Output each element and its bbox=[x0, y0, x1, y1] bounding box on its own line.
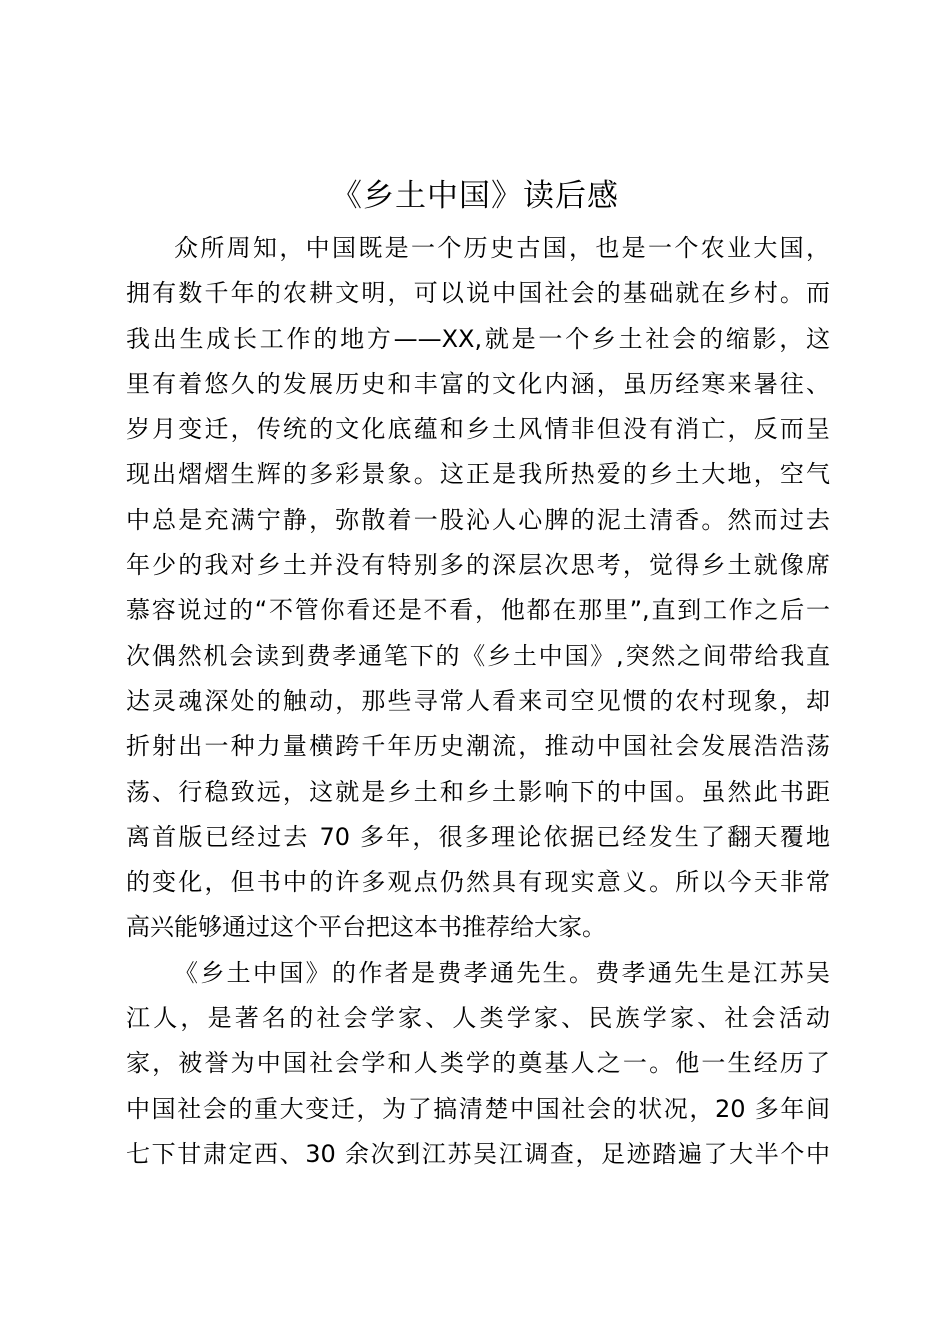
text-line: 荡、行稳致远，这就是乡土和乡土影响下的中国。虽然此书距 bbox=[126, 777, 830, 806]
text-line: 中总是充满宁静，弥散着一股沁人心脾的泥土清香。然而过去 bbox=[126, 505, 830, 534]
text-line: 慕容说过的“不管你看还是不看，他都在那里”,直到工作之后一 bbox=[126, 596, 830, 625]
text-line: 的变化，但书中的许多观点仍然具有现实意义。所以今天非常 bbox=[126, 868, 830, 897]
text-line: 年少的我对乡土并没有特别多的深层次思考，觉得乡土就像席 bbox=[126, 551, 830, 580]
text-line: 七下甘肃定西、30 余次到江苏吴江调查，足迹踏遍了大半个中 bbox=[126, 1139, 830, 1168]
text-line: 离首版已经过去 70 多年，很多理论依据已经发生了翻天覆地 bbox=[126, 822, 830, 851]
text-line: 家，被誉为中国社会学和人类学的奠基人之一。他一生经历了 bbox=[126, 1049, 830, 1078]
text-line: 高兴能够通过这个平台把这本书推荐给大家。 bbox=[126, 913, 606, 942]
document-title: 《乡土中国》读后感 bbox=[331, 178, 619, 214]
text-line: 我出生成长工作的地方——XX,就是一个乡土社会的缩影，这 bbox=[126, 324, 830, 353]
text-line: 现出熠熠生辉的多彩景象。这正是我所热爱的乡土大地，空气 bbox=[126, 460, 830, 489]
text-line: 折射出一种力量横跨千年历史潮流，推动中国社会发展浩浩荡 bbox=[126, 732, 830, 761]
document-body bbox=[126, 226, 830, 1177]
text-line: 里有着悠久的发展历史和丰富的文化内涵，虽历经寒来暑往、 bbox=[126, 369, 830, 398]
text-line: 众所周知，中国既是一个历史古国，也是一个农业大国， bbox=[174, 234, 830, 262]
text-line: 《乡土中国》的作者是费孝通先生。费孝通先生是江苏吴 bbox=[174, 958, 830, 987]
text-line: 江人，是著名的社会学家、人类学家、民族学家、社会活动 bbox=[126, 1004, 830, 1033]
text-line: 中国社会的重大变迁，为了搞清楚中国社会的状况，20 多年间 bbox=[126, 1094, 830, 1123]
text-line: 岁月变迁，传统的文化底蕴和乡土风情非但没有消亡，反而呈 bbox=[126, 415, 830, 444]
text-line: 次偶然机会读到费孝通笔下的《乡土中国》,突然之间带给我直 bbox=[126, 641, 830, 670]
text-line: 达灵魂深处的触动，那些寻常人看来司空见惯的农村现象，却 bbox=[126, 686, 830, 715]
text-line: 拥有数千年的农耕文明，可以说中国社会的基础就在乡村。而 bbox=[126, 279, 830, 308]
